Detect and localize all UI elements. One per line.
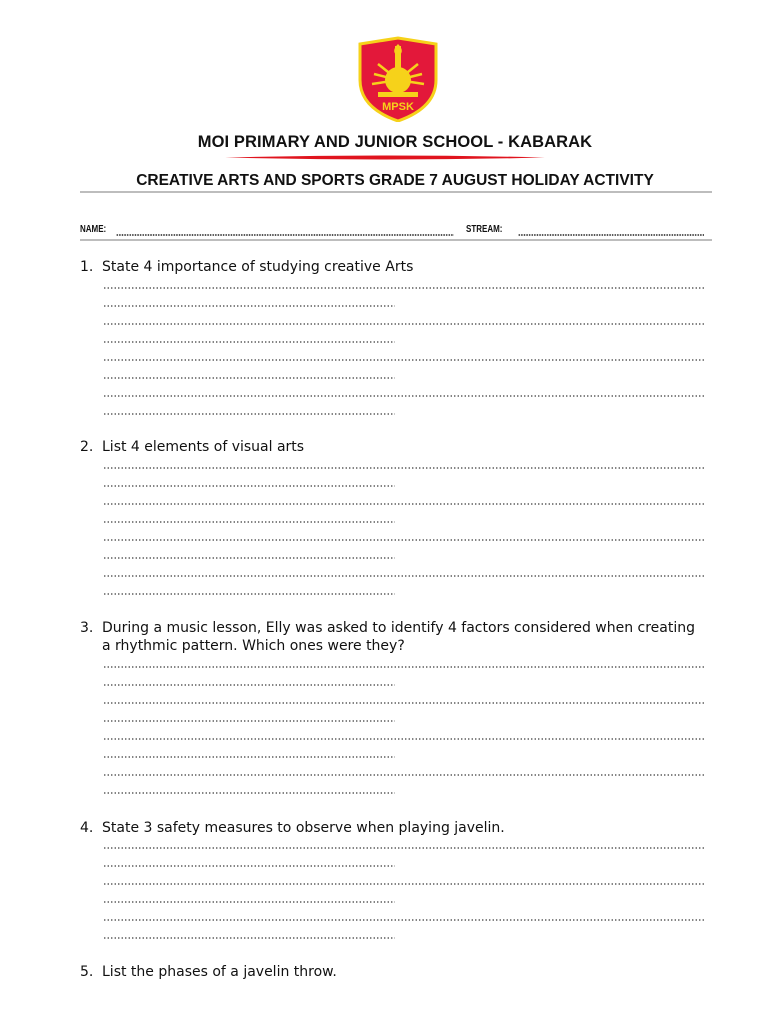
answer-line[interactable] bbox=[103, 341, 395, 343]
activity-title: CREATIVE ARTS AND SPORTS GRADE 7 AUGUST HOLIDAY ACTIVITY bbox=[136, 172, 654, 189]
answer-line[interactable] bbox=[103, 503, 704, 505]
answer-line[interactable] bbox=[103, 666, 704, 668]
answer-line[interactable] bbox=[103, 883, 704, 885]
question-text: List 4 elements of visual arts bbox=[102, 439, 305, 455]
answer-line[interactable] bbox=[103, 937, 395, 939]
question-number: 3. bbox=[80, 620, 94, 636]
answer-line[interactable] bbox=[103, 305, 395, 307]
question-number: 2. bbox=[80, 439, 94, 455]
answer-line[interactable] bbox=[103, 557, 395, 559]
question-number: 1. bbox=[80, 259, 94, 275]
answer-line[interactable] bbox=[103, 413, 395, 415]
answer-line[interactable] bbox=[103, 593, 395, 595]
name-field[interactable] bbox=[116, 234, 454, 236]
answer-line[interactable] bbox=[103, 847, 704, 849]
stream-label: STREAM: bbox=[466, 224, 503, 235]
question-text: State 4 importance of studying creative Arts bbox=[102, 259, 414, 275]
answer-line[interactable] bbox=[103, 919, 704, 921]
title-underline bbox=[80, 191, 712, 193]
student-info-row bbox=[80, 224, 712, 238]
question-text: During a music lesson, Elly was asked to identify 4 factors considered when creating a rhythmic pattern. Which ones were they? bbox=[102, 620, 696, 654]
answer-line[interactable] bbox=[103, 720, 395, 722]
answer-line[interactable] bbox=[103, 792, 395, 794]
answer-line[interactable] bbox=[103, 485, 395, 487]
answer-line[interactable] bbox=[103, 395, 704, 397]
info-underline bbox=[80, 239, 712, 241]
question-number: 4. bbox=[80, 820, 94, 836]
answer-line[interactable] bbox=[103, 323, 704, 325]
answer-line[interactable] bbox=[103, 539, 704, 541]
answer-line[interactable] bbox=[103, 702, 704, 704]
answer-line[interactable] bbox=[103, 684, 395, 686]
answer-line[interactable] bbox=[103, 287, 704, 289]
question-text: List the phases of a javelin throw. bbox=[102, 964, 337, 980]
answer-line[interactable] bbox=[103, 738, 704, 740]
school-crest-logo bbox=[356, 36, 440, 122]
answer-line[interactable] bbox=[103, 901, 395, 903]
question-number: 5. bbox=[80, 964, 94, 980]
answer-line[interactable] bbox=[103, 774, 704, 776]
answer-line[interactable] bbox=[103, 359, 704, 361]
question-text: State 3 safety measures to observe when playing javelin. bbox=[102, 820, 505, 836]
answer-line[interactable] bbox=[103, 521, 395, 523]
answer-line[interactable] bbox=[103, 467, 704, 469]
answer-line[interactable] bbox=[103, 575, 704, 577]
red-divider bbox=[225, 154, 545, 161]
name-label: NAME: bbox=[80, 224, 107, 235]
answer-line[interactable] bbox=[103, 865, 395, 867]
crest-text: MPSK bbox=[382, 101, 414, 113]
answer-line[interactable] bbox=[103, 377, 395, 379]
school-name: MOI PRIMARY AND JUNIOR SCHOOL - KABARAK bbox=[197, 133, 593, 151]
answer-line[interactable] bbox=[103, 756, 395, 758]
stream-field[interactable] bbox=[518, 234, 704, 236]
